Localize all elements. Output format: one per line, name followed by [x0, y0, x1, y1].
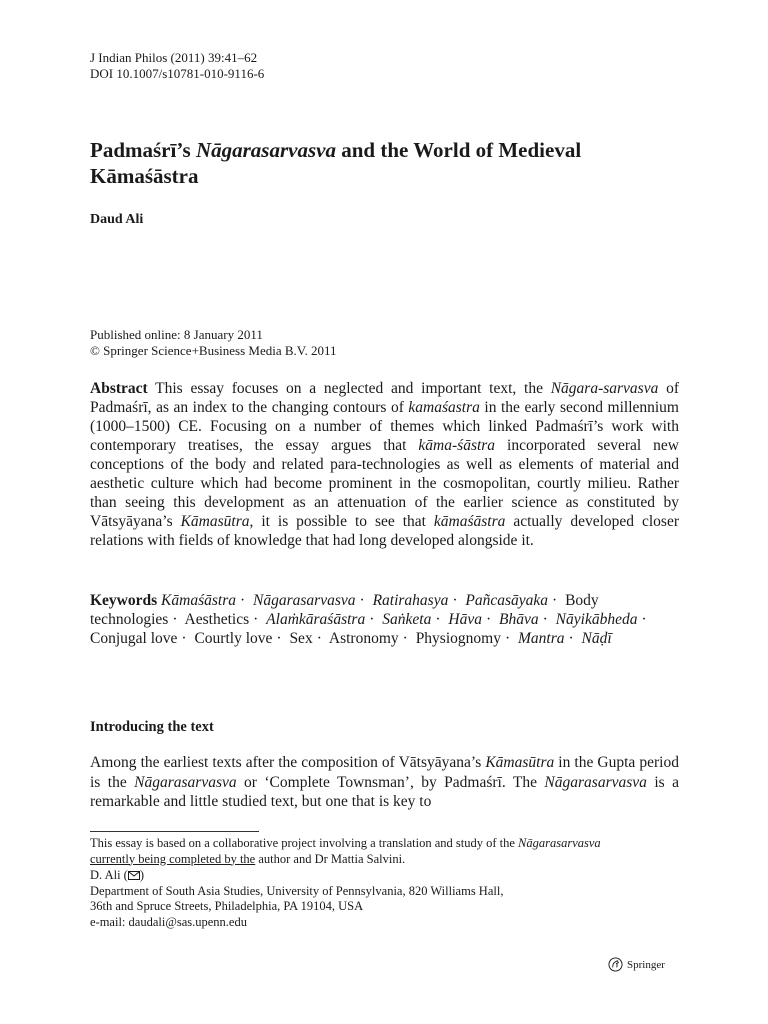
author-name: Daud Ali	[90, 212, 144, 227]
keyword-separator: ·	[239, 592, 246, 609]
keyword: Mantra	[518, 630, 565, 647]
affiliation-line-1: Department of South Asia Studies, University of Pennsylvania, 820 Williams Hall,	[90, 883, 504, 898]
keyword: Pañcasāyaka	[465, 592, 549, 609]
body-text: Among the earliest texts after the composition of Vātsyāyana’s Kāmasūtra in the Gupta period is the Nāgarasarvasva or ‘Complete Townsman’, by Padmaśrī. The Nāgarasarvasva is a remarkable and little studied text, but one that is key to	[90, 754, 679, 810]
keyword: Bhāva	[499, 611, 539, 628]
keyword-separator: ·	[452, 592, 458, 609]
keyword-separator: ·	[181, 630, 187, 647]
paper-title: Padmaśrī’s Nāgarasarvasva and the World of Medieval Kāmaśāstra	[90, 138, 582, 188]
published-date: Published online: 8 January 2011	[90, 327, 263, 342]
footnote: This essay is based on a collaborative project involving a translation and study of the Nāgarasarvasva currently being completed by the author and Dr Mattia Salvini.	[90, 836, 601, 866]
abstract-label: Abstract	[90, 380, 148, 397]
keyword-separator: ·	[542, 611, 548, 628]
affiliation-email: e-mail: daudali@sas.upenn.edu	[90, 914, 247, 929]
section-heading: Introducing the text	[90, 719, 214, 735]
keyword: Physiognomy	[415, 630, 501, 647]
publication-info	[90, 327, 337, 359]
doi: DOI 10.1007/s10781-010-9116-6	[90, 66, 265, 81]
keyword: Ratirahasya	[372, 592, 449, 609]
keyword: Conjugal love	[90, 630, 178, 647]
publisher-logo	[608, 957, 665, 972]
copyright: © Springer Science+Business Media B.V. 2011	[90, 343, 337, 358]
keyword: Kāmaśāstra	[161, 592, 236, 609]
keyword: Hāva	[448, 611, 482, 628]
abstract: Abstract This essay focuses on a neglected and important text, the Nāgara-sarvasva of Padmaśrī, as an index to the changing contours of kamaśastra in the early second millennium (1000–1500) CE. Focusing on a number of themes which linked Padmaśrī’s work with contemporary treatises, the essay argues that kāma-śāstra incorporated several new conceptions of the body and related para-technologies as well as elements of material and aesthetic culture which had become prominent in the cosmopolitan, courtly milieu. Rather than seeing this development as an attenuation of the earlier science as constituted by Vātsyāyana’s Kāmasūtra, it is possible to see that kāmaśāstra actually developed closer relations with fields of knowledge that had long developed alongside it.	[90, 380, 680, 549]
affiliation-line-2: 36th and Spruce Streets, Philadelphia, PA 19104, USA	[90, 899, 364, 913]
journal-citation: J Indian Philos (2011) 39:41–62	[90, 50, 258, 65]
keyword-separator: ·	[276, 630, 282, 647]
keyword-separator: ·	[402, 630, 408, 647]
keyword-separator: ·	[485, 611, 492, 628]
keyword-separator: ·	[172, 611, 178, 628]
publisher-name: Springer	[627, 958, 665, 971]
keyword: Nāyikābheda	[555, 611, 638, 628]
keyword: Aesthetics	[184, 611, 250, 628]
keyword-separator: ·	[359, 592, 365, 609]
keyword-separator: ·	[253, 611, 259, 628]
keyword: Body technologies	[90, 592, 599, 628]
keyword-separator: ·	[552, 592, 558, 609]
keyword-separator: ·	[435, 611, 441, 628]
keywords	[90, 591, 679, 648]
affiliation-name: D. Ali ( )	[90, 868, 145, 882]
keyword-separator: ·	[641, 611, 647, 628]
keyword: Astronomy	[328, 630, 399, 647]
keyword-separator: ·	[504, 630, 511, 647]
keyword: Courtly love	[194, 630, 273, 647]
keyword: Alaṁkāraśāstra	[266, 611, 366, 628]
springer-horse-icon	[608, 957, 623, 972]
journal-header	[90, 50, 264, 82]
keyword: Sex	[289, 630, 313, 647]
envelope-icon	[128, 871, 140, 880]
footnote-rule	[90, 831, 259, 832]
keyword: Nāḍī	[581, 630, 612, 647]
author-affiliation	[90, 868, 679, 930]
keyword-separator: ·	[316, 630, 322, 647]
keyword-separator: ·	[568, 630, 574, 647]
keywords-label: Keywords	[90, 592, 158, 609]
keywords-list	[90, 592, 651, 647]
keyword: Nāgarasarvasva	[253, 592, 356, 609]
keyword-separator: ·	[369, 611, 375, 628]
keyword: Saṅketa	[382, 611, 432, 628]
